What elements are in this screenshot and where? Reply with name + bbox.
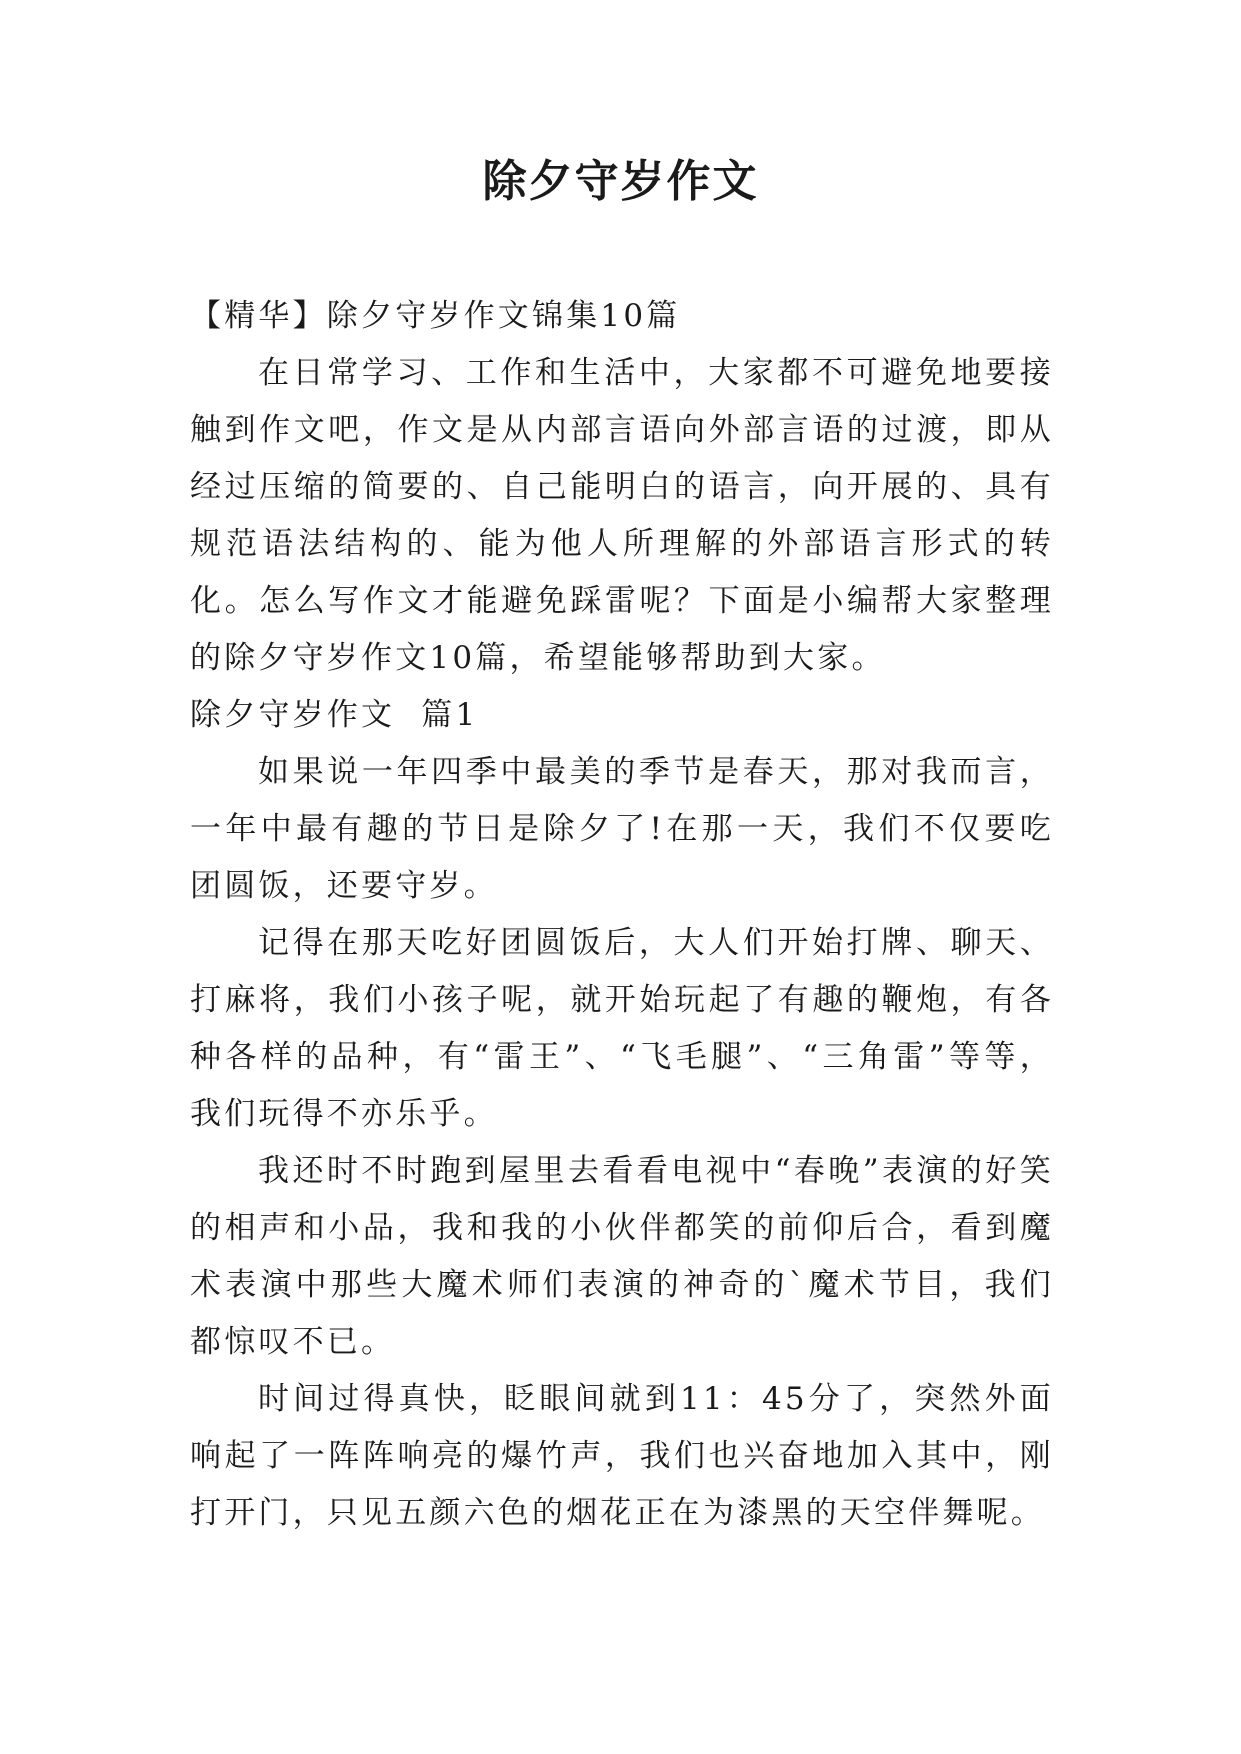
- body-paragraph-1: 如果说一年四季中最美的季节是春天，那对我而言，一年中最有趣的节日是除夕了!在那一天，我们不仅要吃团圆饭，还要守岁。: [190, 754, 1054, 904]
- body-paragraph-4: 时间过得真快，眨眼间就到11：45分了，突然外面响起了一阵阵响亮的爆竹声，我们也兴奋地加入其中，刚打开门，只见五颜六色的烟花正在为漆黑的天空伴舞呢。: [190, 1381, 1054, 1531]
- document-title: 除夕守岁作文: [482, 156, 759, 207]
- collection-subtitle: 【精华】除夕守岁作文锦集10篇: [190, 298, 681, 334]
- intro-paragraph: 在日常学习、工作和生活中，大家都不可避免地要接触到作文吧，作文是从内部言语向外部言语的过渡，即从经过压缩的简要的、自己能明白的语言，向开展的、具有规范语法结构的、能为他人所理解的外部语言形式的转化。怎么写作文才能避免踩雷呢？下面是小编帮大家整理的除夕守岁作文10篇，希望能够帮助到大家。: [190, 355, 1054, 676]
- document-body: [190, 288, 1054, 1542]
- section-heading: 除夕守岁作文 篇1: [190, 697, 479, 733]
- body-paragraph-2: 记得在那天吃好团圆饭后，大人们开始打牌、聊天、打麻将，我们小孩子呢，就开始玩起了有趣的鞭炮，有各种各样的品种，有“雷王”、“飞毛腿”、“三角雷”等等，我们玩得不亦乐乎。: [190, 925, 1054, 1132]
- body-paragraph-3: 我还时不时跑到屋里去看看电视中“春晚”表演的好笑的相声和小品，我和我的小伙伴都笑的前仰后合，看到魔术表演中那些大魔术师们表演的神奇的`魔术节目，我们都惊叹不已。: [190, 1153, 1054, 1360]
